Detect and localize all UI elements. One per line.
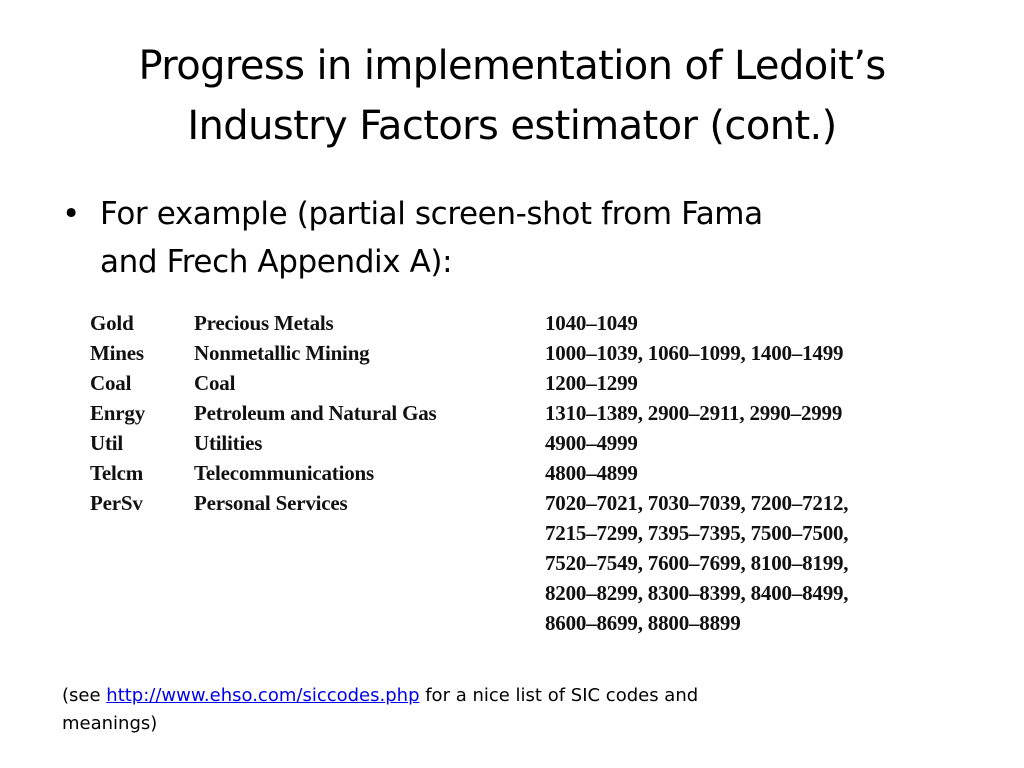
slide-title-line-1: Progress in implementation of Ledoit’s	[138, 43, 886, 89]
sic-codes	[545, 398, 955, 428]
footnote-suffix-line-2: meanings)	[62, 713, 158, 734]
bullet-icon: •	[62, 196, 80, 232]
industry-name: Personal Services	[194, 491, 348, 515]
industry-name: Utilities	[194, 431, 263, 455]
industry-name: Coal	[194, 371, 236, 395]
industry-name: Telecommunications	[194, 461, 374, 485]
sic-codes-line: 7020–7021, 7030–7039, 7200–7212,	[545, 491, 849, 515]
sic-codes	[545, 368, 955, 398]
sic-codes	[545, 308, 955, 338]
sic-codes-line: 4900–4999	[545, 431, 638, 455]
table-row	[84, 458, 964, 488]
industry-abbr: Telcm	[90, 461, 144, 485]
table-row	[84, 338, 964, 368]
sic-codes-line: 7215–7299, 7395–7395, 7500–7500,	[545, 521, 849, 545]
industry-name: Precious Metals	[194, 311, 334, 335]
sic-codes-line: 8200–8299, 8300–8399, 8400–8499,	[545, 581, 849, 605]
sic-codes	[545, 428, 955, 458]
bullet-text	[100, 190, 962, 286]
sic-codes	[545, 488, 955, 638]
industry-abbr: Util	[90, 431, 124, 455]
slide-title-line-2: Industry Factors estimator (cont.)	[187, 103, 837, 149]
slide-title	[40, 36, 984, 156]
table-row	[84, 308, 964, 338]
sic-codes	[545, 458, 955, 488]
footnote	[62, 682, 962, 738]
industry-table-screenshot	[84, 308, 964, 648]
table-row	[84, 428, 964, 458]
footnote-suffix: for a nice list of SIC codes and	[419, 685, 699, 706]
table-row	[84, 368, 964, 398]
table-row	[84, 488, 964, 638]
sic-codes-line: 8600–8699, 8800–8899	[545, 611, 741, 635]
industry-abbr: Gold	[90, 311, 134, 335]
bullet-text-line-2: and Frech Appendix A):	[100, 244, 453, 280]
table-row	[84, 398, 964, 428]
sic-codes	[545, 338, 955, 368]
industry-name: Petroleum and Natural Gas	[194, 401, 437, 425]
bullet-item	[62, 190, 962, 286]
sic-codes-line: 1040–1049	[545, 311, 638, 335]
bullet-text-line-1: For example (partial screen-shot from Fama	[100, 196, 763, 232]
industry-abbr: Enrgy	[90, 401, 146, 425]
sic-codes-line: 7520–7549, 7600–7699, 8100–8199,	[545, 551, 849, 575]
industry-abbr: Coal	[90, 371, 132, 395]
industry-abbr: Mines	[90, 341, 144, 365]
sic-codes-line: 4800–4899	[545, 461, 638, 485]
sic-codes-link[interactable]: http://www.ehso.com/siccodes.php	[106, 685, 420, 706]
sic-codes-line: 1310–1389, 2900–2911, 2990–2999	[545, 401, 843, 425]
industry-name: Nonmetallic Mining	[194, 341, 370, 365]
sic-codes-line: 1000–1039, 1060–1099, 1400–1499	[545, 341, 844, 365]
sic-codes-line: 1200–1299	[545, 371, 638, 395]
industry-abbr: PerSv	[90, 491, 143, 515]
footnote-prefix: (see	[62, 685, 107, 706]
